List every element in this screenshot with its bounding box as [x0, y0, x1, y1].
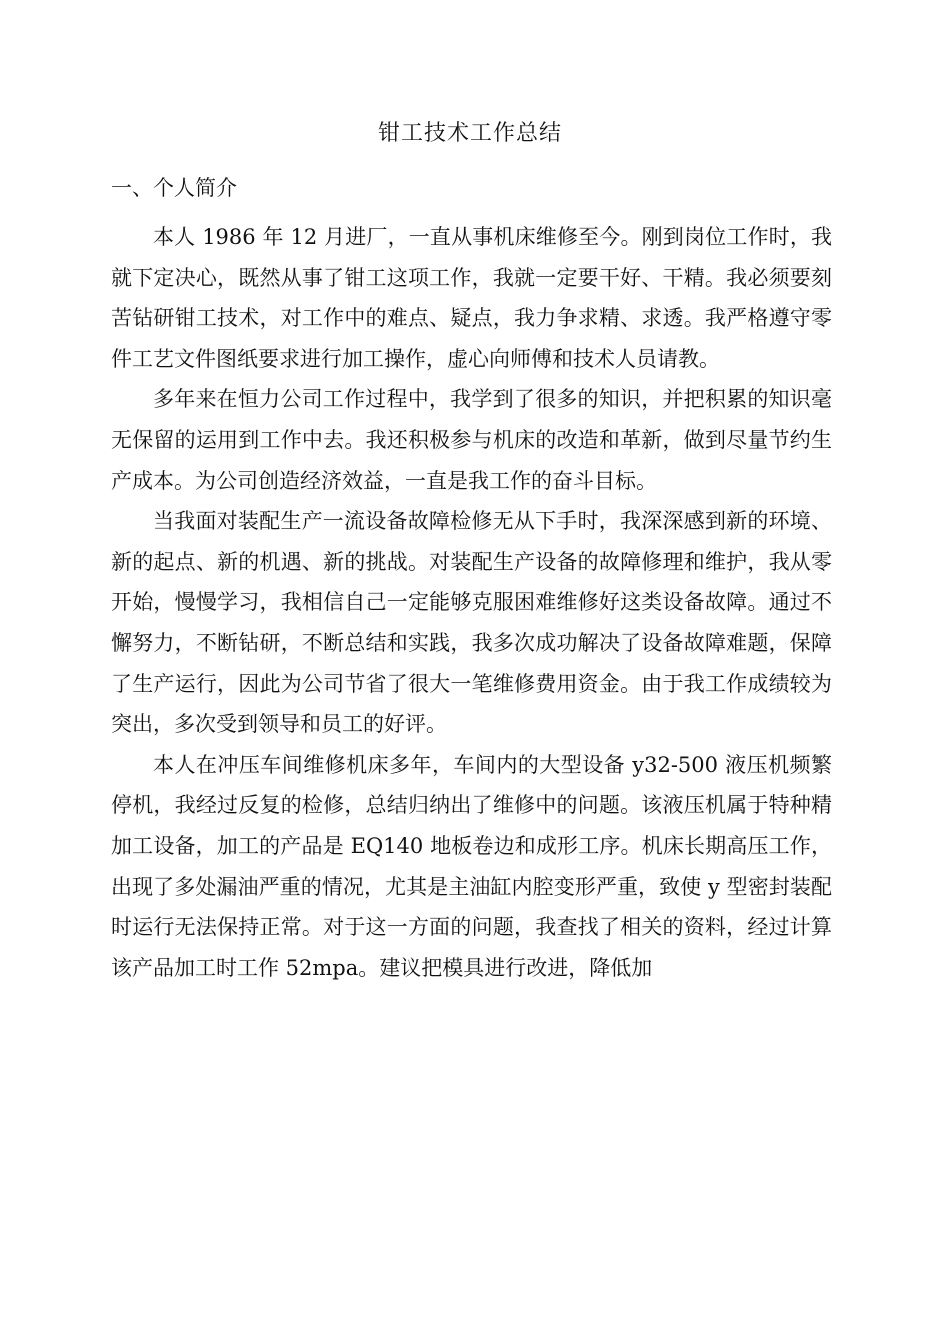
document-title: 钳工技术工作总结 [377, 121, 562, 146]
body-text [111, 217, 832, 988]
paragraph: 本人 1986 年 12 月进厂，一直从事机床维修至今。刚到岗位工作时，我就下定决心，既然从事了钳工这项工作，我就一定要干好、干精。我必须要刻苦钻研钳工技术，对工作中的难点、疑点，我力争求精、求透。我严格遵守零件工艺文件图纸要求进行加工操作，虚心向师傅和技术人员请教。 [111, 225, 832, 371]
paragraph: 本人在冲压车间维修机床多年，车间内的大型设备 y32-500 液压机频繁停机，我经过反复的检修，总结归纳出了维修中的问题。该液压机属于特种精加工设备，加工的产品是 EQ140 地板卷边和成形工序。机床长期高压工作，出现了多处漏油严重的情况，尤其是主油缸内腔变形严重，致使 y 型密封装配时运行无法保持正常。对于这一方面的问题，我查找了相关的资料，经过计算该产品加工时工作 52mpa。建议把模具进行改进，降低加 [111, 752, 832, 980]
paragraph: 多年来在恒力公司工作过程中，我学到了很多的知识，并把积累的知识毫无保留的运用到工作中去。我还积极参与机床的改造和革新，做到尽量节约生产成本。为公司创造经济效益，一直是我工作的奋斗目标。 [111, 387, 832, 493]
section-heading: 一、个人简介 [111, 176, 237, 200]
paragraph: 当我面对装配生产一流设备故障检修无从下手时，我深深感到新的环境、新的起点、新的机遇、新的挑战。对装配生产设备的故障修理和维护，我从零开始，慢慢学习，我相信自己一定能够克服困难维修好这类设备故障。通过不懈努力，不断钻研，不断总结和实践，我多次成功解决了设备故障难题，保障了生产运行，因此为公司节省了很大一笔维修费用资金。由于我工作成绩较为突出，多次受到领导和员工的好评。 [111, 509, 832, 737]
